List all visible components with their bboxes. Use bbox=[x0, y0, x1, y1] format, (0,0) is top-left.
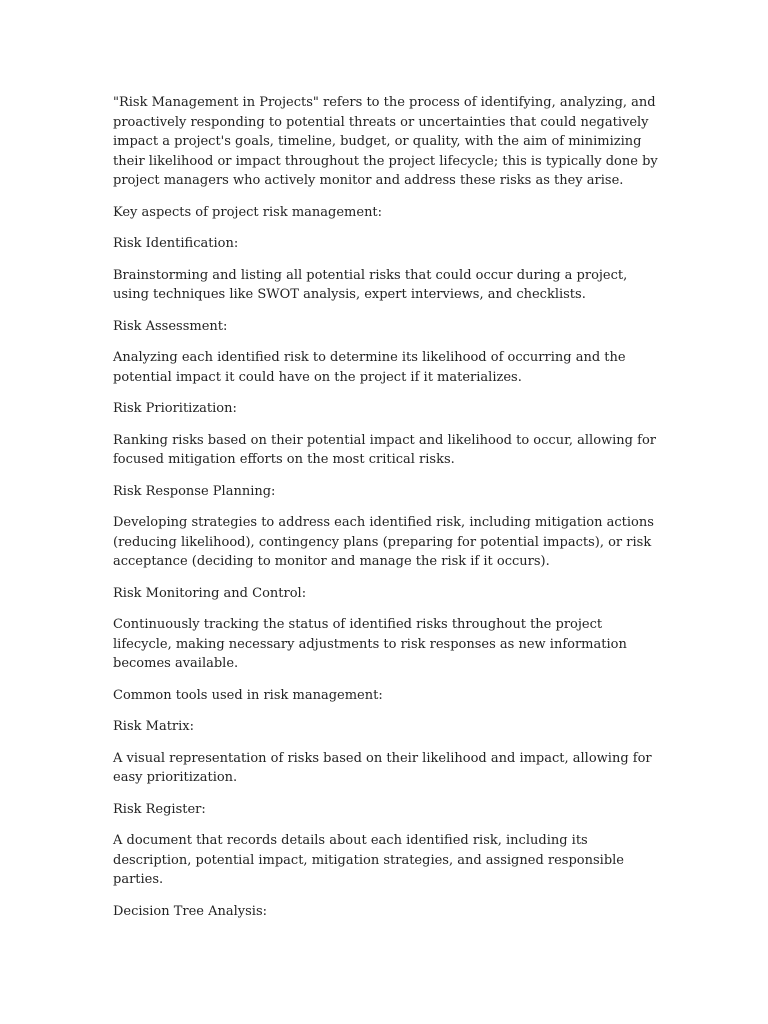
risk-assessment-text: Analyzing each identified risk to determine its likelihood of occurring and the potential impact it could have on the project if it materializes. bbox=[113, 350, 626, 385]
risk-response-planning-text: Developing strategies to address each identified risk, including mitigation actions (reducing likelihood), contingency plans (preparing for potential impacts), or risk acceptance (deciding to monitor and manage the risk if it occurs). bbox=[113, 515, 654, 569]
risk-register-heading: Risk Register: bbox=[113, 801, 206, 817]
risk-register-text: A document that records details about each identified risk, including its description, potential impact, mitigation strategies, and assigned responsible parties. bbox=[113, 833, 625, 887]
risk-identification-text: Brainstorming and listing all potential risks that could occur during a project, using techniques like SWOT analysis, expert interviews, and checklists. bbox=[113, 267, 628, 302]
decision-tree-heading: Decision Tree Analysis: bbox=[113, 903, 268, 919]
intro-paragraph: "Risk Management in Projects" refers to the process of identifying, analyzing, and proactively responding to potential threats or uncertainties that could negatively impact a project's goals, timeline, budget, or quality, with the aim of minimizing their likelihood or impact throughout the project lifecycle; this is typically done by project managers who actively monitor and address these risks as they arise. bbox=[113, 95, 658, 188]
key-aspects-heading: Key aspects of project risk management: bbox=[113, 204, 383, 220]
risk-assessment-heading: Risk Assessment: bbox=[113, 318, 228, 334]
document-page bbox=[113, 93, 658, 933]
risk-matrix-heading: Risk Matrix: bbox=[113, 719, 194, 734]
risk-prioritization-text: Ranking risks based on their potential impact and likelihood to occur, allowing for focused mitigation efforts on the most critical risks. bbox=[113, 432, 656, 467]
common-tools-heading: Common tools used in risk management: bbox=[113, 687, 383, 703]
risk-prioritization-heading: Risk Prioritization: bbox=[113, 401, 237, 416]
risk-monitoring-heading: Risk Monitoring and Control: bbox=[113, 585, 307, 601]
risk-identification-heading: Risk Identification: bbox=[113, 236, 239, 251]
risk-response-planning-heading: Risk Response Planning: bbox=[113, 483, 276, 499]
risk-monitoring-text: Continuously tracking the status of identified risks throughout the project lifecycle, making necessary adjustments to risk responses as new information becomes available. bbox=[113, 617, 627, 671]
risk-matrix-text: A visual representation of risks based on their likelihood and impact, allowing for easy prioritization. bbox=[113, 750, 652, 785]
